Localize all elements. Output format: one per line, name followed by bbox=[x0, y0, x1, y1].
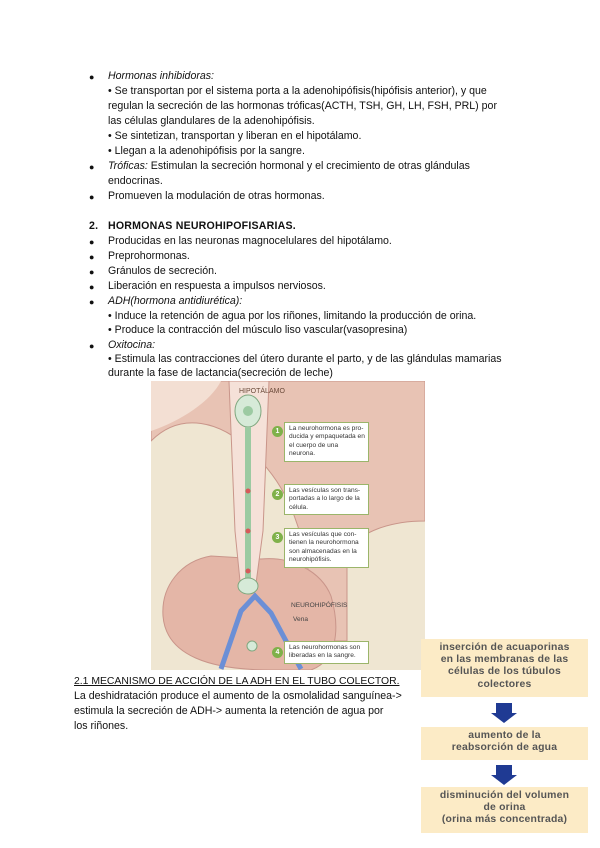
section2-bullet-3: Gránulos de secreción. bbox=[108, 265, 217, 277]
flow-box-2-line-2: reabsorción de agua bbox=[451, 742, 558, 754]
bullet-dot: ● bbox=[89, 341, 95, 351]
step-number-4: 4 bbox=[272, 647, 283, 658]
inhibidoras-line-2: regulan la secreción de las hormonas tróficas(ACTH, TSH, GH, LH, FSH, PRL) por bbox=[108, 100, 497, 112]
step-callout-4: Las neurohormonas son liberadas en la sangre. bbox=[284, 641, 369, 664]
flow-box-acuaporinas bbox=[421, 639, 588, 697]
subsection-line-3: los riñones. bbox=[74, 720, 129, 732]
subsection-title: 2.1 MECANISMO DE ACCIÓN DE LA ADH EN EL TUBO COLECTOR. bbox=[74, 676, 400, 687]
adh-line-1: • Induce la retención de agua por los riñones, limitando la producción de orina. bbox=[108, 310, 477, 322]
inhibidoras-line-4: • Se sintetizan, transportan y liberan en el hipotálamo. bbox=[108, 130, 362, 142]
inhibidoras-line-1: • Se transportan por el sistema porta a la adenohipófisis(hipófisis anterior), y que bbox=[108, 85, 487, 97]
label-hypothalamus: HIPOTÁLAMO bbox=[239, 388, 285, 395]
vesicle bbox=[246, 489, 251, 494]
flow-box-volumen-orina bbox=[421, 787, 588, 833]
flow-box-3-line-2: de orina bbox=[483, 802, 526, 814]
neuron-nucleus bbox=[243, 406, 253, 416]
modulacion-item: Promueven la modulación de otras hormonas. bbox=[108, 190, 325, 202]
flow-box-reabsorcion bbox=[421, 727, 588, 760]
inhibidoras-line-5: • Llegan a la adenohipófisis por la sangre. bbox=[108, 145, 305, 157]
axon-terminal bbox=[238, 578, 258, 594]
vesicle bbox=[246, 569, 251, 574]
step-number-1: 1 bbox=[272, 426, 283, 437]
flow-box-2-line-1: aumento de la bbox=[468, 730, 541, 741]
bullet-dot: ● bbox=[89, 282, 95, 292]
flow-arrow-down-icon bbox=[491, 703, 517, 723]
release-site bbox=[247, 641, 257, 651]
bullet-dot: ● bbox=[89, 297, 95, 307]
section2-bullet-2: Preprohormonas. bbox=[108, 250, 190, 262]
subsection-line-1: La deshidratación produce el aumento de la osmolalidad sanguínea-> bbox=[74, 690, 402, 702]
bullet-dot: ● bbox=[89, 162, 95, 172]
flow-box-1-line-3: células de los túbulos bbox=[448, 666, 561, 678]
section2-bullet-1: Producidas en las neuronas magnocelulares del hipotálamo. bbox=[108, 235, 392, 247]
flow-box-1-line-2: en las membranas de las bbox=[440, 654, 569, 666]
bullet-dot: ● bbox=[89, 72, 95, 82]
flow-box-3-line-3: (orina más concentrada) bbox=[441, 814, 568, 826]
flow-box-3-line-1: disminución del volumen bbox=[439, 790, 570, 801]
troficas-line-1 bbox=[108, 159, 470, 174]
flow-arrow-down-icon bbox=[491, 765, 517, 785]
inhibidoras-line-3: las células glandulares de la adenohipófisis. bbox=[108, 115, 315, 127]
step-callout-2: Las vesículas son trans-portadas a lo largo de la célula. bbox=[284, 484, 369, 515]
flow-box-1-line-1: inserción de acuaporinas bbox=[439, 642, 570, 653]
step-callout-1: La neurohormona es pro-ducida y empaquetada en el cuerpo de una neurona. bbox=[284, 422, 369, 462]
step-number-2: 2 bbox=[272, 489, 283, 500]
section2-number: 2. bbox=[89, 220, 99, 232]
bullet-dot: ● bbox=[89, 267, 95, 277]
oxitocina-line-1: • Estimula las contracciones del útero durante el parto, y de las glándulas mamarias bbox=[108, 353, 502, 365]
section2-bullet-4: Liberación en respuesta a impulsos nerviosos. bbox=[108, 280, 326, 292]
section2-title: HORMONAS NEUROHIPOFISARIAS. bbox=[108, 220, 296, 232]
step-callout-3: Las vesículas que con-tienen la neurohormona son almacenadas en la neurohipófisis. bbox=[284, 528, 369, 568]
bullet-dot: ● bbox=[89, 252, 95, 262]
step-number-3: 3 bbox=[272, 532, 283, 543]
oxitocina-line-2: durante la fase de lactancia(secreción de leche) bbox=[108, 367, 333, 379]
troficas-text: Estimulan la secreción hormonal y el crecimiento de otras glándulas bbox=[147, 160, 470, 172]
subsection-line-2: estimula la secreción de ADH-> aumenta la retención de agua por bbox=[74, 705, 384, 717]
bullet-dot: ● bbox=[89, 237, 95, 247]
adh-line-2: • Produce la contracción del músculo liso vascular(vasopresina) bbox=[108, 324, 408, 336]
troficas-label: Tróficas: bbox=[108, 160, 148, 172]
troficas-line-2: endocrinas. bbox=[108, 175, 163, 187]
flow-box-1-line-4: colectores bbox=[477, 678, 532, 690]
vesicle bbox=[246, 529, 251, 534]
label-vena: Vena bbox=[293, 616, 309, 623]
oxitocina-label: Oxitocina: bbox=[108, 339, 156, 351]
inhibidoras-label: Hormonas inhibidoras: bbox=[108, 70, 214, 82]
adh-label: ADH(hormona antidiurética): bbox=[108, 295, 243, 307]
neurohypophysis-figure bbox=[151, 381, 425, 670]
label-neurohypophysis: NEUROHIPÓFISIS bbox=[291, 602, 348, 609]
bullet-dot: ● bbox=[89, 192, 95, 202]
